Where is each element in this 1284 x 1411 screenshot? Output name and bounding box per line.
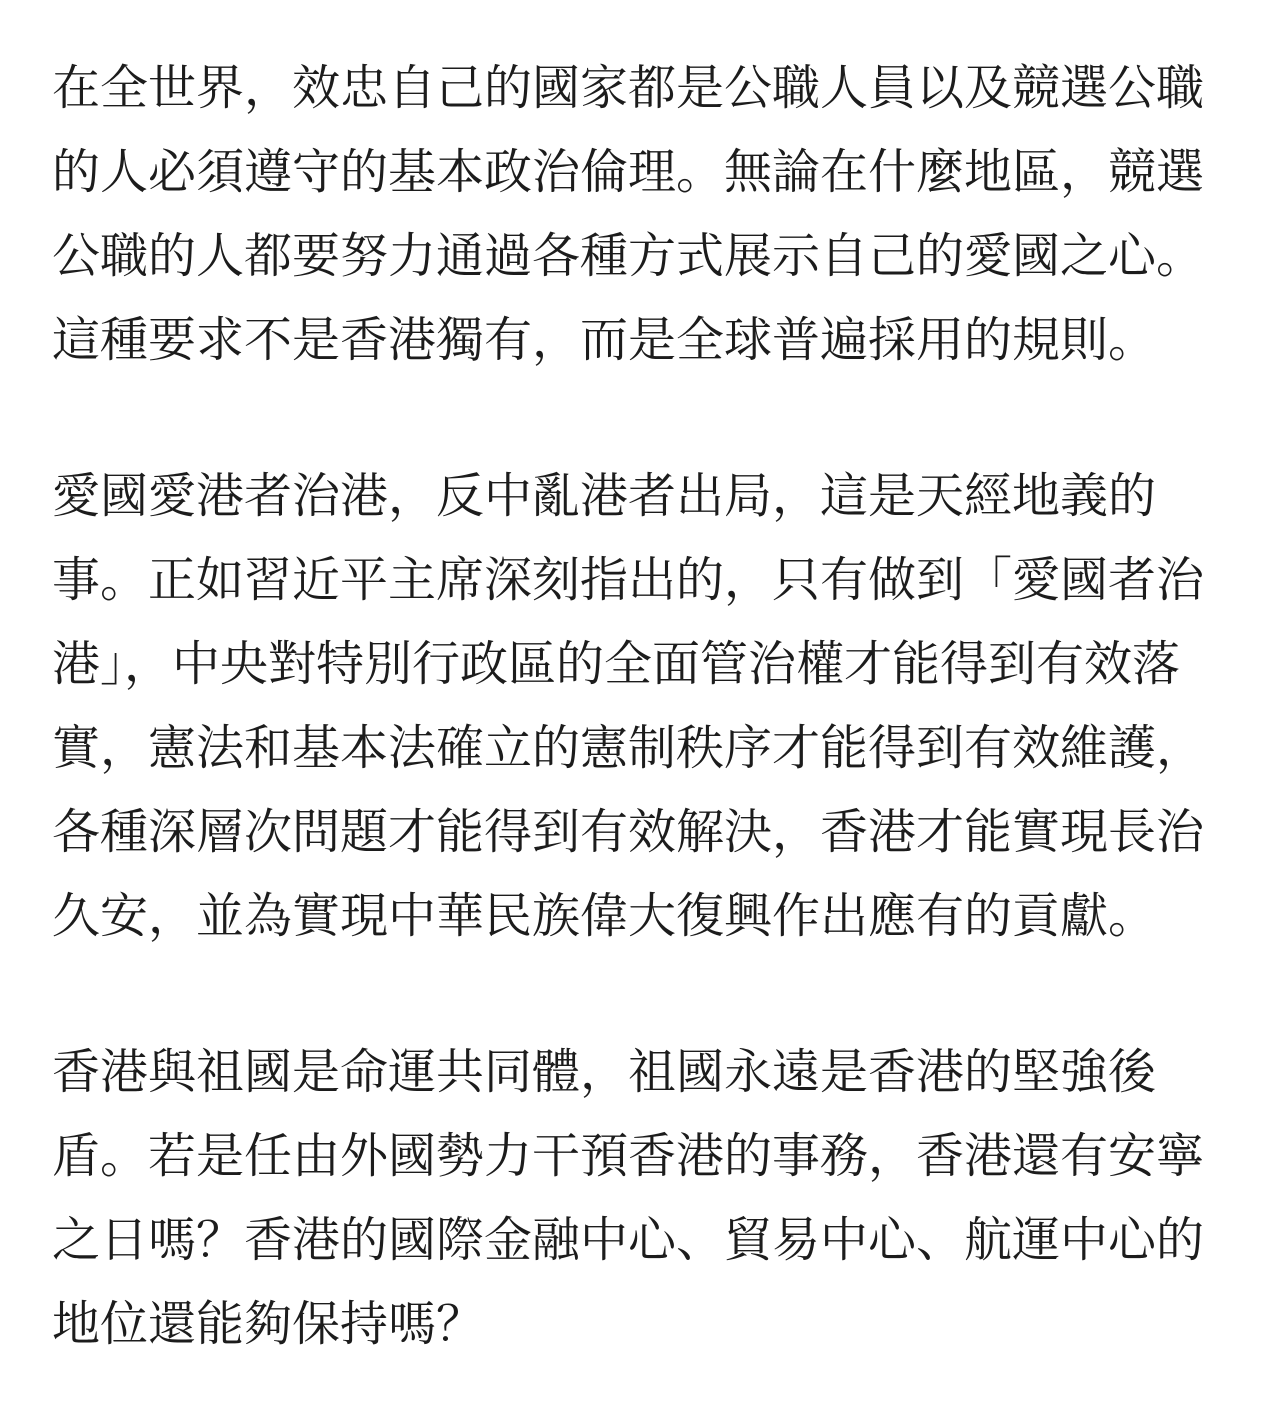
text-line: 這種要求不是香港獨有，而是全球普遍採用的規則。 (52, 312, 1157, 368)
paragraph-3 (52, 1030, 1262, 1366)
text-line: 事。正如習近平主席深刻指出的，只有做到「愛國者治 (52, 552, 1205, 608)
text-line: 愛國愛港者治港，反中亂港者出局，這是天經地義的 (52, 468, 1157, 524)
text-line: 久安，並為實現中華民族偉大復興作出應有的貢獻。 (52, 888, 1157, 944)
text-line: 港」，中央對特別行政區的全面管治權才能得到有效落 (52, 636, 1181, 692)
paragraph-2 (52, 454, 1262, 958)
text-line: 公職的人都要努力通過各種方式展示自己的愛國之心。 (52, 228, 1205, 284)
text-line: 之日嗎？香港的國際金融中心、貿易中心、航運中心的 (52, 1212, 1205, 1268)
paragraph-1 (52, 46, 1262, 382)
text-line: 盾。若是任由外國勢力干預香港的事務，香港還有安寧 (52, 1128, 1205, 1184)
article-body (52, 46, 1262, 1366)
text-line: 各種深層次問題才能得到有效解決，香港才能實現長治 (52, 804, 1205, 860)
text-line: 香港與祖國是命運共同體，祖國永遠是香港的堅強後 (52, 1044, 1157, 1100)
text-line: 的人必須遵守的基本政治倫理。無論在什麼地區，競選 (52, 144, 1205, 200)
text-line: 地位還能夠保持嗎？ (52, 1296, 485, 1352)
text-line: 實，憲法和基本法確立的憲制秩序才能得到有效維護， (52, 720, 1205, 776)
text-line: 在全世界，效忠自己的國家都是公職人員以及競選公職 (52, 60, 1205, 116)
